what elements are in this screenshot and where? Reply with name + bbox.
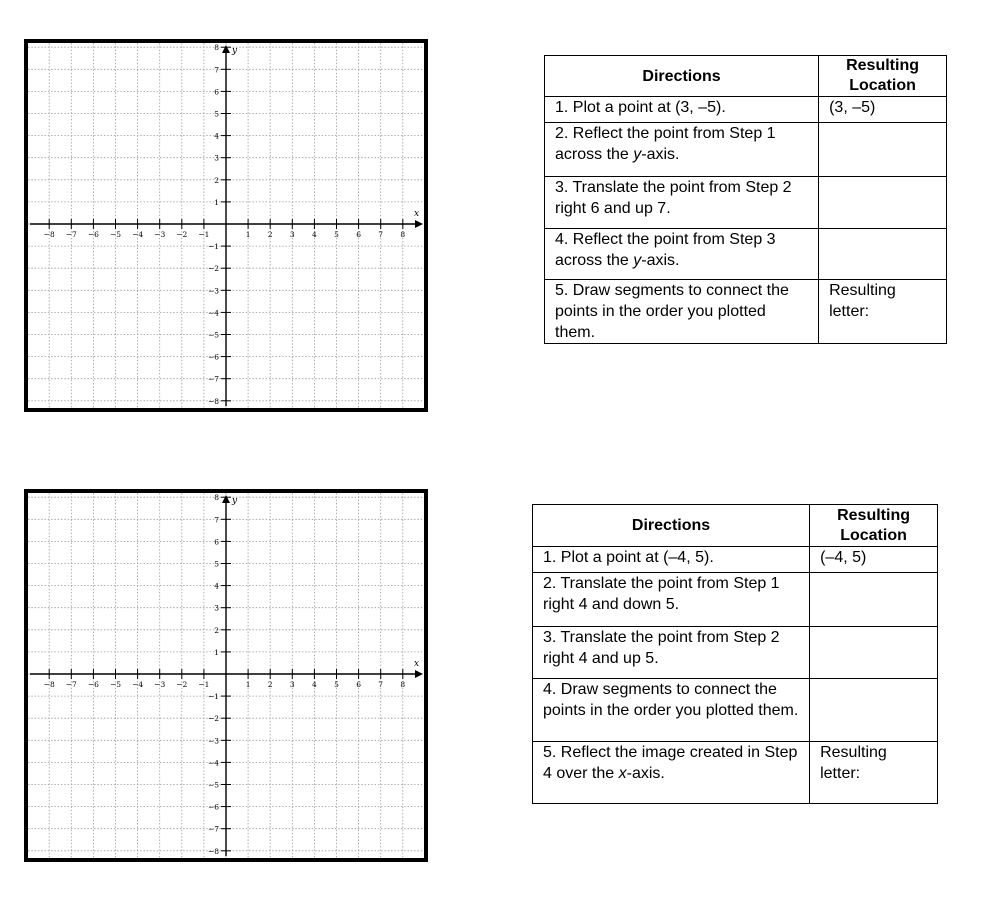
y-axis-arrow-icon (222, 495, 230, 503)
y-tick-label: 4 (214, 131, 219, 141)
resulting-location-header: Resulting Location (810, 505, 938, 547)
y-tick-label: −5 (207, 780, 219, 790)
x-tick-label: 7 (378, 230, 384, 239)
x-tick-label: −3 (154, 680, 166, 689)
y-tick-label: −2 (207, 264, 219, 274)
y-tick-label: 4 (214, 581, 219, 591)
location-step-4[interactable] (819, 229, 947, 280)
x-tick-label: 3 (289, 230, 295, 239)
y-tick-label: 5 (214, 559, 219, 569)
resulting-location-header: Resulting Location (819, 56, 947, 97)
x-tick-label: 8 (400, 230, 406, 239)
y-tick-label: 2 (214, 175, 219, 185)
y-tick-label: 1 (214, 647, 219, 657)
x-tick-label: 2 (267, 230, 273, 239)
y-tick-label: 3 (214, 153, 219, 163)
y-tick-label: −2 (207, 714, 219, 724)
x-tick-label: −2 (176, 680, 188, 689)
y-axis-label: y (232, 496, 238, 506)
location-step-2[interactable] (819, 123, 947, 177)
x-tick-label: −6 (87, 680, 99, 689)
directions-table (544, 55, 947, 344)
x-tick-label: −4 (132, 230, 144, 239)
table-row (545, 280, 947, 344)
x-tick-label: 7 (378, 680, 384, 689)
table-row (545, 97, 947, 123)
location-step-1[interactable]: (3, –5) (819, 97, 947, 123)
x-tick-label: −5 (109, 230, 122, 239)
y-tick-label: 3 (214, 603, 219, 613)
x-tick-label: 4 (312, 680, 317, 689)
x-tick-label: −5 (109, 680, 122, 689)
resulting-letter-cell[interactable]: Resulting letter: (810, 742, 938, 804)
directions-header: Directions (533, 505, 810, 547)
location-step-2[interactable] (810, 573, 938, 627)
y-tick-label: 8 (214, 43, 219, 53)
direction-step-3: 3. Translate the point from Step 2 right 6 and up 7. (545, 177, 819, 229)
direction-step-5: 5. Draw segments to connect the points in the order you plotted them. (545, 280, 819, 344)
x-axis-arrow-icon (415, 670, 423, 678)
table-row (533, 627, 938, 679)
x-tick-label: −7 (65, 680, 77, 689)
x-tick-label: 1 (245, 680, 251, 689)
y-tick-label: −5 (207, 330, 219, 340)
coordinate-plane[interactable] (28, 493, 424, 858)
table-row (545, 123, 947, 177)
x-tick-label: 5 (334, 680, 339, 689)
x-tick-label: 2 (267, 680, 273, 689)
x-tick-label: −6 (87, 230, 99, 239)
y-tick-label: −1 (207, 242, 219, 252)
x-axis-label: x (414, 209, 420, 219)
table-row (545, 229, 947, 280)
y-tick-label: −4 (207, 758, 219, 768)
direction-step-1: 1. Plot a point at (–4, 5). (533, 547, 810, 573)
direction-step-3: 3. Translate the point from Step 2 right 4 and up 5. (533, 627, 810, 679)
y-axis-label: y (232, 46, 238, 56)
y-tick-label: −3 (207, 286, 219, 296)
x-tick-label: 3 (289, 680, 295, 689)
x-tick-label: 6 (356, 230, 361, 239)
x-tick-label: −3 (154, 230, 166, 239)
y-tick-label: −7 (207, 374, 219, 384)
x-tick-label: 4 (312, 230, 317, 239)
coordinate-grid[interactable] (24, 39, 428, 412)
y-tick-label: −4 (207, 308, 219, 318)
y-tick-label: 6 (214, 537, 219, 547)
x-tick-label: −2 (176, 230, 188, 239)
coordinate-plane[interactable] (28, 43, 424, 408)
y-tick-label: −3 (207, 736, 219, 746)
table-row (533, 742, 938, 804)
direction-step-5: 5. Reflect the image created in Step 4 over the x-axis. (533, 742, 810, 804)
y-tick-label: 8 (214, 493, 219, 503)
x-tick-label: −1 (198, 230, 210, 239)
y-axis-arrow-icon (222, 45, 230, 53)
y-tick-label: −8 (207, 396, 219, 406)
y-tick-label: 2 (214, 625, 219, 635)
y-tick-label: −6 (207, 802, 219, 812)
x-tick-label: −1 (198, 680, 210, 689)
y-tick-label: −7 (207, 824, 219, 834)
x-tick-label: 8 (400, 680, 406, 689)
y-tick-label: −1 (207, 692, 219, 702)
x-tick-label: −8 (43, 680, 55, 689)
direction-step-2: 2. Translate the point from Step 1 right 4 and down 5. (533, 573, 810, 627)
directions-header: Directions (545, 56, 819, 97)
y-tick-label: 7 (214, 515, 219, 525)
table-row (533, 679, 938, 742)
y-tick-label: 7 (214, 65, 219, 75)
table-row (545, 177, 947, 229)
y-tick-label: −6 (207, 352, 219, 362)
directions-table (532, 504, 938, 804)
direction-step-2: 2. Reflect the point from Step 1 across the y-axis. (545, 123, 819, 177)
location-step-3[interactable] (810, 627, 938, 679)
x-tick-label: 6 (356, 680, 361, 689)
x-tick-label: −7 (65, 230, 77, 239)
y-tick-label: 6 (214, 87, 219, 97)
x-tick-label: −8 (43, 230, 55, 239)
direction-step-1: 1. Plot a point at (3, –5). (545, 97, 819, 123)
table-row (533, 547, 938, 573)
location-step-4[interactable] (810, 679, 938, 742)
location-step-1[interactable]: (–4, 5) (810, 547, 938, 573)
x-axis-arrow-icon (415, 220, 423, 228)
direction-step-4: 4. Reflect the point from Step 3 across the y-axis. (545, 229, 819, 280)
table-row (533, 573, 938, 627)
coordinate-grid[interactable] (24, 489, 428, 862)
direction-step-4: 4. Draw segments to connect the points in the order you plotted them. (533, 679, 810, 742)
y-tick-label: −8 (207, 846, 219, 856)
x-tick-label: −4 (132, 680, 144, 689)
x-tick-label: 5 (334, 230, 339, 239)
y-tick-label: 1 (214, 197, 219, 207)
location-step-3[interactable] (819, 177, 947, 229)
x-axis-label: x (414, 659, 420, 669)
resulting-letter-cell[interactable]: Resulting letter: (819, 280, 947, 344)
y-tick-label: 5 (214, 109, 219, 119)
x-tick-label: 1 (245, 230, 251, 239)
